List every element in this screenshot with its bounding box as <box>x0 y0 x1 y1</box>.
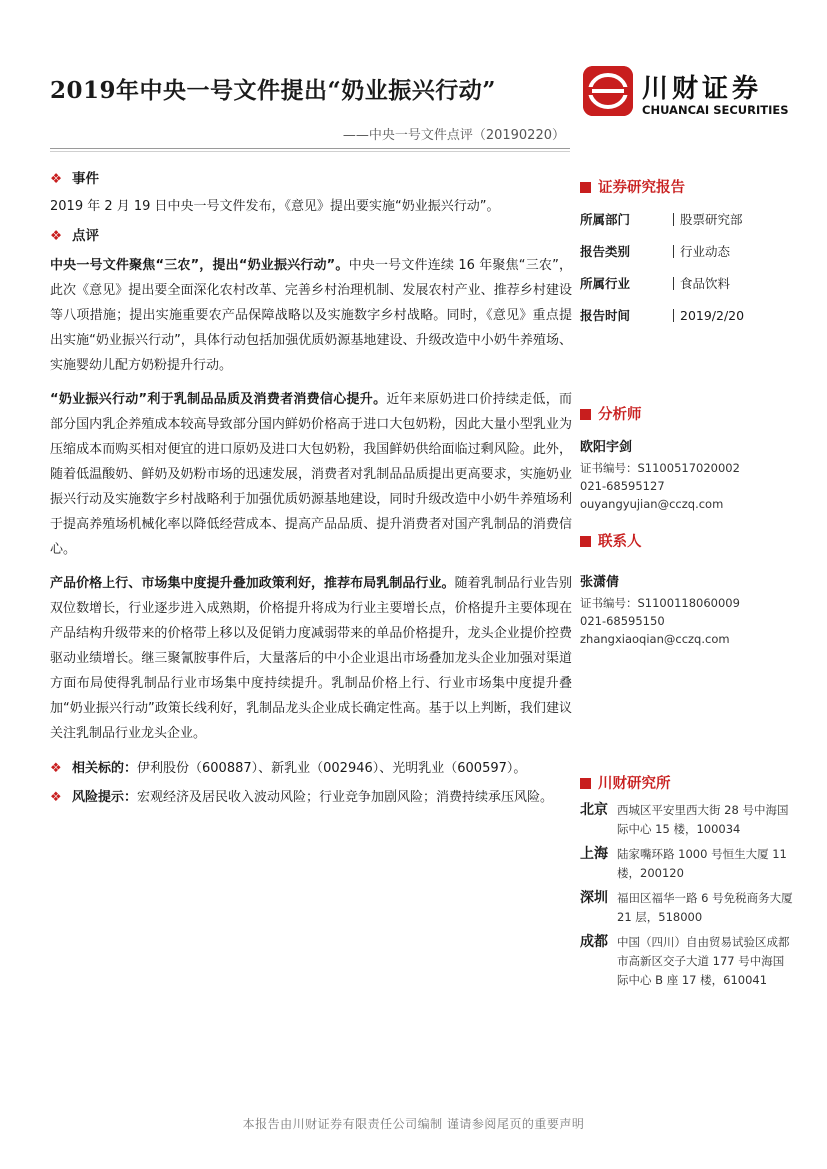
office-entry <box>580 933 795 990</box>
main-content <box>50 166 572 810</box>
meta-row: 所属行业 食品饮料 <box>580 276 731 291</box>
analyst-name: 欧阳宇剑 <box>580 440 633 455</box>
office-entry <box>580 801 795 839</box>
square-marker-icon <box>580 182 591 193</box>
contact-cert: 证书编号：S1100118060009 <box>580 596 740 610</box>
office-entry <box>580 889 795 927</box>
sidebar <box>580 176 795 331</box>
review-paragraph <box>50 253 572 378</box>
company-name-en: CHUANCAI SECURITIES <box>642 103 789 117</box>
analyst-email[interactable]: ouyangyujian@cczq.com <box>580 497 724 511</box>
paragraph-lead: 产品价格上行、市场集中度提升叠加政策利好，推荐布局乳制品行业。 <box>50 576 455 591</box>
contact-section <box>580 530 795 648</box>
diamond-bullet-icon: ❖ <box>50 171 63 187</box>
office-city: 北京 <box>580 802 608 818</box>
office-address: 西城区平安里西大街 28 号中海国际中心 15 楼，100034 <box>617 803 789 836</box>
square-marker-icon <box>580 536 591 547</box>
institute-section <box>580 772 795 996</box>
office-city: 深圳 <box>580 890 608 906</box>
paragraph-lead: “奶业振兴行动”利于乳制品品质及消费者消费信心提升。 <box>50 392 387 407</box>
institute-heading: 川财研究所 <box>580 772 795 793</box>
related-stocks: ❖ 相关标的：伊利股份（600887）、新乳业（002946）、光明乳业（600597）。 <box>50 756 572 781</box>
report-type-heading: 证券研究报告 <box>580 176 795 197</box>
office-city: 上海 <box>580 846 608 862</box>
event-heading: ❖ 事件 <box>50 166 572 192</box>
contact-phone: 021-68595150 <box>580 614 665 628</box>
header-divider <box>50 148 570 149</box>
report-subtitle: ——中央一号文件点评（20190220） <box>342 128 565 143</box>
event-text: 2019 年 2 月 19 日中央一号文件发布，《意见》提出要实施“奶业振兴行动”。 <box>50 199 500 214</box>
report-title: 2019年中央一号文件提出“奶业振兴行动” <box>50 77 496 104</box>
office-address: 福田区福华一路 6 号免税商务大厦 21 层，518000 <box>617 891 793 924</box>
report-meta <box>580 203 795 331</box>
diamond-bullet-icon: ❖ <box>50 228 63 244</box>
meta-row: 所属部门 股票研究部 <box>580 212 743 227</box>
paragraph-body: 中央一号文件连续 16 年聚焦“三农”，此次《意见》提出要全面深化农村改革、完善乡村治理机制、发展农村产业、推荐乡村建设等八项措施；提出实施重要农产品保障战略以及实施数字乡村战略。同时，《意见》重点提出实施“奶业振兴行动”，具体行动包括加强优质奶源基地建设、升级改造中小奶牛养殖场、实施婴幼儿配方奶粉提升行动。 <box>50 258 572 373</box>
page-footer: 本报告由川财证券有限责任公司编制 谨请参阅尾页的重要声明 <box>242 1117 585 1131</box>
office-address: 中国（四川）自由贸易试验区成都市高新区交子大道 177 号中海国际中心 B 座 17 楼，610041 <box>617 935 790 987</box>
square-marker-icon <box>580 409 591 420</box>
risk-warning: ❖ 风险提示：宏观经济及居民收入波动风险；行业竞争加剧风险；消费持续承压风险。 <box>50 785 572 810</box>
contact-name: 张潇倩 <box>580 575 620 590</box>
paragraph-lead: 中央一号文件聚焦“三农”，提出“奶业振兴行动”。 <box>50 258 349 273</box>
company-name: 川财证券 <box>642 74 763 104</box>
diamond-bullet-icon: ❖ <box>50 761 62 776</box>
analyst-section <box>580 403 795 513</box>
review-heading: ❖ 点评 <box>50 223 572 249</box>
analyst-heading: 分析师 <box>580 403 795 424</box>
paragraph-body: 随着乳制品行业告别双位数增长，行业逐步进入成熟期，价格提升将成为行业主要增长点，价格提升主要体现在产品结构升级带来的价格带上移以及促销力度减弱带来的单品价格提升，龙头企业提价控费驱动业绩增长。继三聚氰胺事件后，大量落后的中小企业退出市场叠加龙头企业加强对渠道方面布局使得乳制品行业市场集中度持续提升。乳制品价格上行、行业市场集中度提升叠加“奶业振兴行动”政策长线利好，乳制品龙头企业成长确定性高。基于以上判断，我们建议关注乳制品行业龙头企业。 <box>50 576 572 741</box>
meta-row: 报告类别 行业动态 <box>580 244 731 259</box>
contact-email[interactable]: zhangxiaoqian@cczq.com <box>580 632 730 646</box>
office-address: 陆家嘴环路 1000 号恒生大厦 11 楼，200120 <box>617 847 787 880</box>
diamond-bullet-icon: ❖ <box>50 790 62 805</box>
meta-row: 报告时间 2019/2/20 <box>580 307 745 323</box>
header-divider-secondary <box>50 151 570 152</box>
square-marker-icon <box>580 778 591 789</box>
paragraph-body: 近年来原奶进口价持续走低，而部分国内乳企养殖成本较高导致部分国内鲜奶价格高于进口大包奶粉，因此大量小型乳业为压缩成本而购买相对便宜的进口原奶及进口大包奶粉，我国鲜奶供给面临过剩风险。此外，随着低温酸奶、鲜奶及奶粉市场的迅速发展，消费者对乳制品品质提出更高要求，实施奶业振兴行动及实施数字乡村战略利于加强优质奶源基地建设，同时升级改造中小奶牛养殖场利于提高养殖场机械化率以降低经营成本、提高产品品质、提升消费者对国产乳制品的消费信心。 <box>50 392 572 557</box>
analyst-cert: 证书编号：S1100517020002 <box>580 461 740 475</box>
review-paragraph <box>50 571 572 746</box>
review-paragraph <box>50 387 572 562</box>
company-logo-icon <box>583 66 633 116</box>
analyst-phone: 021-68595127 <box>580 479 665 493</box>
office-city: 成都 <box>580 934 608 950</box>
office-entry <box>580 845 795 883</box>
contact-heading: 联系人 <box>580 530 795 551</box>
